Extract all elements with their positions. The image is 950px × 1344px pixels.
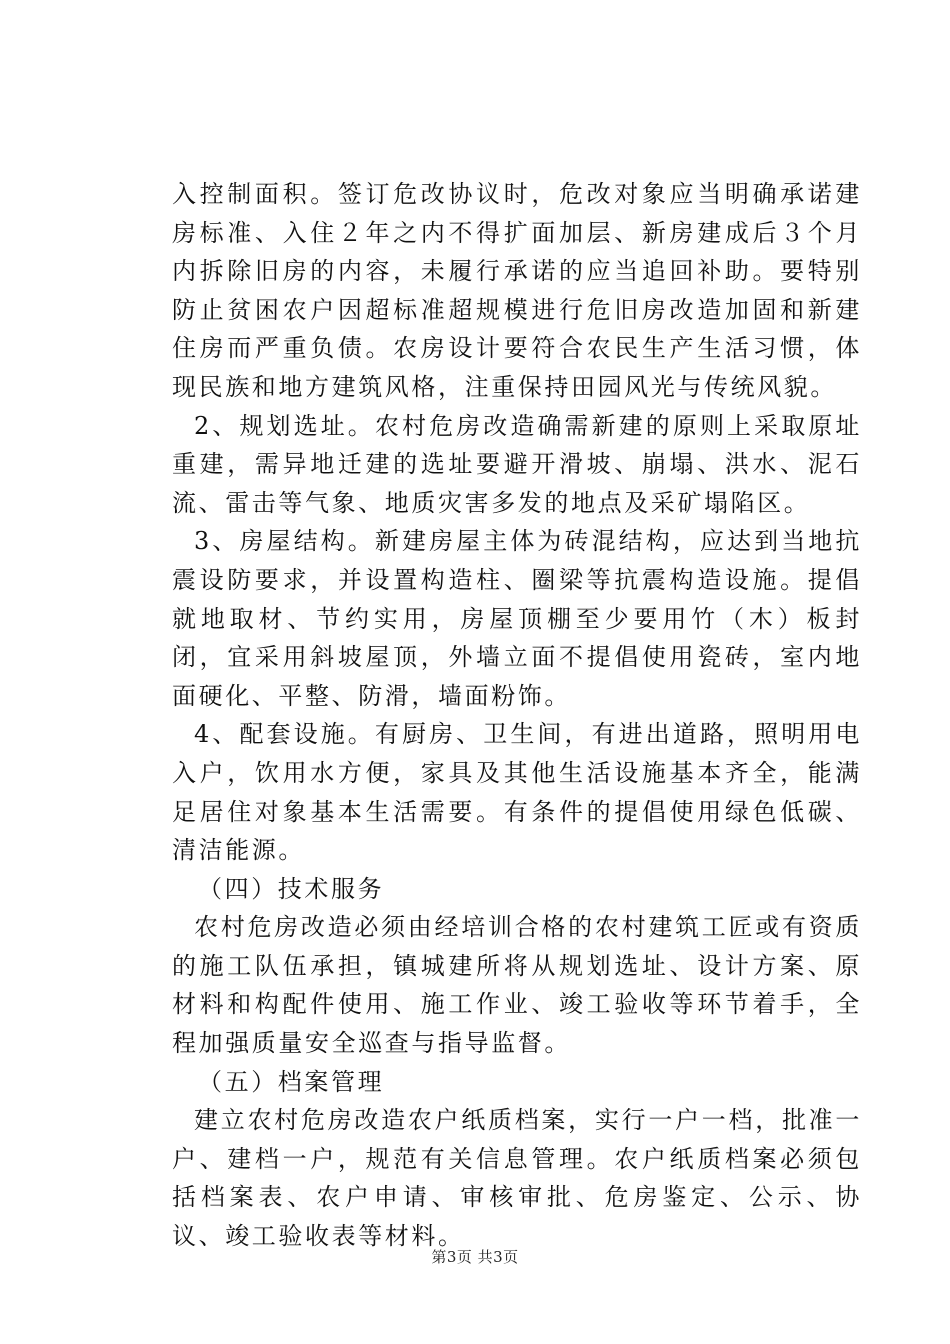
document-body xyxy=(172,175,862,1256)
section-heading-technical-service: （四）技术服务 xyxy=(198,874,385,903)
paragraph-site-planning: 2、规划选址。农村危房改造确需新建的原则上采取原址重建，需异地迁建的选址要避开滑坡、崩塌、洪水、泥石流、雷击等气象、地质灾害多发的地点及采矿塌陷区。 xyxy=(172,411,862,517)
paragraph-technical-service: 农村危房改造必须由经培训合格的农村建筑工匠或有资质的施工队伍承担，镇城建所将从规划选址、设计方案、原材料和构配件使用、施工作业、竣工验收等环节着手，全程加强质量安全巡查与指导监督。 xyxy=(172,913,862,1058)
paragraph-archive-management: 建立农村危房改造农户纸质档案，实行一户一档，批准一户、建档一户，规范有关信息管理。农户纸质档案必须包括档案表、农户申请、审核审批、危房鉴定、公示、协议、竣工验收表等材料。 xyxy=(172,1106,862,1251)
section-heading-archive-management: （五）档案管理 xyxy=(198,1067,385,1096)
paragraph-control-area: 入控制面积。签订危改协议时，危改对象应当明确承诺建房标准、入住２年之内不得扩面加层、新房建成后３个月内拆除旧房的内容，未履行承诺的应当追回补助。要特别防止贫困农户因超标准超规模进行危旧房改造加固和新建住房而严重负债。农房设计要符合农民生产生活习惯，体现民族和地方建筑风格，注重保持田园风光与传统风貌。 xyxy=(172,180,862,401)
page-number-footer: 第3页 共3页 xyxy=(431,1248,519,1266)
paragraph-supporting-facilities: 4、配套设施。有厨房、卫生间，有进出道路，照明用电入户，饮用水方便，家具及其他生活设施基本齐全，能满足居住对象基本生活需要。有条件的提倡使用绿色低碳、清洁能源。 xyxy=(172,720,862,865)
paragraph-house-structure: 3、房屋结构。新建房屋主体为砖混结构，应达到当地抗震设防要求，并设置构造柱、圈梁等抗震构造设施。提倡就地取材、节约实用，房屋顶棚至少要用竹（木）板封闭，宜采用斜坡屋顶，外墙立面不提倡使用瓷砖，室内地面硬化、平整、防滑，墙面粉饰。 xyxy=(172,527,862,710)
